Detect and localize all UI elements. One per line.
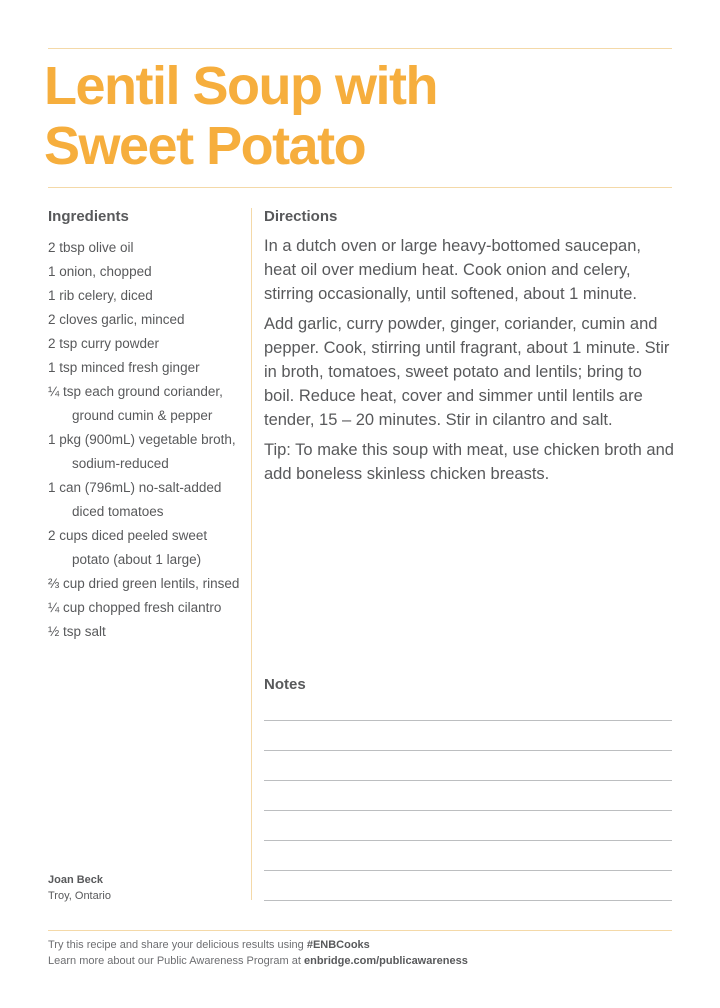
- ingredients-heading: Ingredients: [48, 208, 129, 225]
- ingredient-item: 2 cloves garlic, minced: [48, 312, 185, 327]
- column-divider: [251, 208, 252, 900]
- ingredient-item: ¼ tsp each ground coriander, ground cumin & pepper: [48, 384, 223, 423]
- notes-line: [264, 840, 672, 841]
- author-location: Troy, Ontario: [48, 890, 111, 902]
- ingredient-item: 2 cups diced peeled sweet potato (about 1 large): [48, 528, 208, 567]
- notes-line: [264, 810, 672, 811]
- footer-program-text: Learn more about our Public Awareness Program at: [48, 955, 304, 967]
- direction-step: In a dutch oven or large heavy-bottomed saucepan, heat oil over medium heat. Cook onion and celery, stirring occasionally, until softened, about 1 minute.: [264, 237, 641, 303]
- footer: [48, 937, 468, 969]
- footer-link[interactable]: enbridge.com/publicawareness: [304, 955, 468, 967]
- notes-line: [264, 720, 672, 721]
- notes-line: [264, 900, 672, 901]
- ingredient-item: ½ tsp salt: [48, 624, 106, 639]
- directions-body: [264, 234, 674, 492]
- ingredient-item: 1 can (796mL) no-salt-added diced tomatoes: [48, 480, 222, 519]
- ingredient-item: ⅔ cup dried green lentils, rinsed: [48, 576, 240, 591]
- author-name: Joan Beck: [48, 874, 104, 886]
- title-rule: [48, 187, 672, 188]
- ingredient-item: 2 tbsp olive oil: [48, 240, 134, 255]
- recipe-title: [44, 56, 604, 176]
- footer-share-text: Try this recipe and share your delicious results using: [48, 939, 307, 951]
- notes-lines: [264, 720, 672, 930]
- ingredients-list: [48, 236, 244, 644]
- footer-line-1: [48, 937, 468, 953]
- direction-tip: Tip: To make this soup with meat, use chicken broth and add boneless skinless chicken breasts.: [264, 441, 674, 483]
- direction-step: Add garlic, curry powder, ginger, coriander, cumin and pepper. Cook, stirring until fragrant, about 1 minute. Stir in broth, tomatoes, sweet potato and lentils; bring to boil. Reduce heat, cover and simmer until lentils are tender, 15 – 20 minutes. Stir in cilantro and salt.: [264, 315, 670, 429]
- notes-line: [264, 780, 672, 781]
- ingredient-item: 2 tsp curry powder: [48, 336, 160, 351]
- notes-line: [264, 750, 672, 751]
- ingredient-item: 1 pkg (900mL) vegetable broth, sodium-reduced: [48, 432, 236, 471]
- recipe-title-line-2: Sweet Potato: [44, 116, 366, 176]
- notes-heading: Notes: [264, 676, 306, 693]
- notes-line: [264, 870, 672, 871]
- ingredient-item: ¼ cup chopped fresh cilantro: [48, 600, 222, 615]
- footer-hashtag: #ENBCooks: [306, 939, 370, 951]
- top-rule: [48, 48, 672, 49]
- footer-rule: [48, 930, 672, 931]
- footer-line-2: [48, 953, 468, 969]
- author-credit: [48, 872, 111, 904]
- ingredient-item: 1 rib celery, diced: [48, 288, 153, 303]
- ingredient-item: 1 tsp minced fresh ginger: [48, 360, 200, 375]
- recipe-title-line-1: Lentil Soup with: [44, 56, 437, 116]
- directions-heading: Directions: [264, 208, 338, 225]
- ingredient-item: 1 onion, chopped: [48, 264, 152, 279]
